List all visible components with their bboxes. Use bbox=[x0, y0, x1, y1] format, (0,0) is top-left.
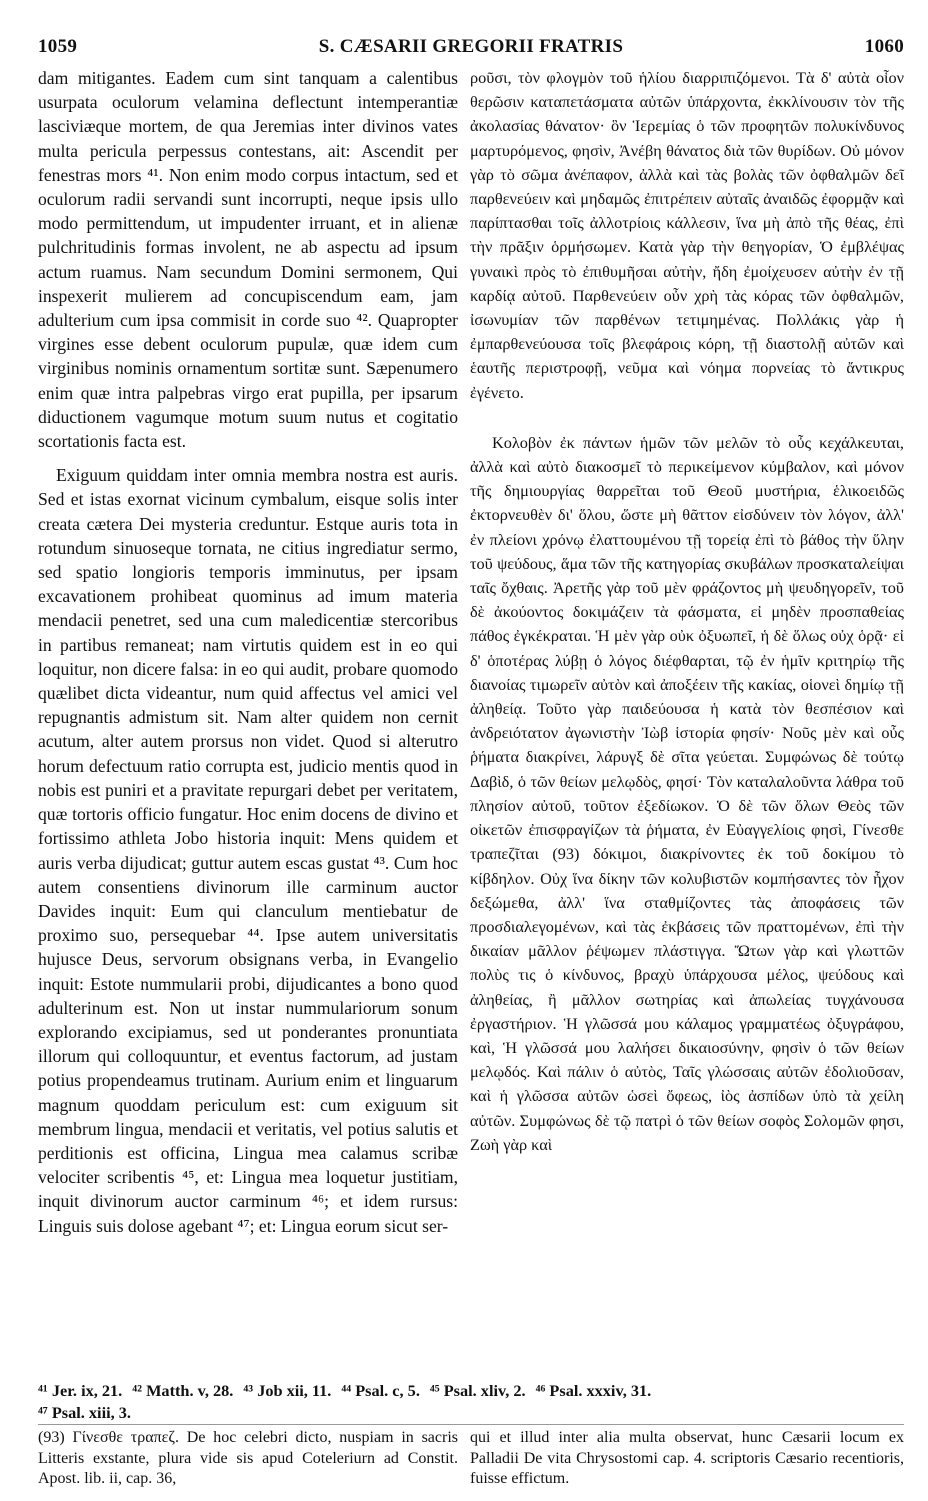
footnote-42: ⁴² Matth. v, 28. bbox=[132, 1381, 234, 1400]
footnote-43: ⁴³ Job xii, 11. bbox=[243, 1381, 332, 1400]
footnote-46: ⁴⁶ Psal. xxxiv, 31. bbox=[535, 1381, 652, 1400]
footnote-44: ⁴⁴ Psal. c, 5. bbox=[341, 1381, 420, 1400]
latin-column bbox=[38, 66, 458, 1238]
page-number-left: 1059 bbox=[38, 36, 78, 57]
commentary-left: (93) Γίνεσθε τραπεζ. De hoc celebri dicto, nuspiam in sacris Litteris exstante, plura vide sis apud Coteleriurn ad Constit. Apost. lib. ii, cap. 36, bbox=[38, 1429, 458, 1487]
commentary-right: qui et illud inter alia multa observat, hunc Cæsarii locum ex Palladii De vita Chrysostomi cap. 4. scriptoris Cæsario recentioris, fuisse effictum. bbox=[470, 1429, 904, 1487]
greek-paragraph-2: Κολοβὸν ἐκ πάντων ἡμῶν τῶν μελῶν τὸ οὖς κεχάλκευται, ἀλλὰ καὶ αὐτὸ διακοσμεῖ τὸ περικείμενον κύμβαλον, καὶ μόνον τῆς δημιουργίας θαρρεῖται τοῦ Θεοῦ μυστήρια, ἑλικοειδῶς ἐκτορνευθὲν δι' ὅλου, ὥστε μὴ θᾶττον εἰσδύνειν τὸν λόγον, ἀλλ' ἐν πλείονι χρόνῳ ἐλαττουμένου τῇ τορείᾳ ἐπὶ τὸ βάθος τὴν ὕλην τοῦ ψεύδους, ἅμα τῶν τῆς κατηγορίας σκυβάλων προσκαταλείψαι ταῖς ὄχθαις. Ἀρετῆς γὰρ τοῦ μὲν φράζοντος μὴ ψευδηγορεῖν, τοῦ δὲ ἀκούοντος δοκιμάζειν τὰ φάσματα, εἰ μηδὲν προσπαθείας πάθος ἐγκέκραται. Ἡ μὲν γὰρ οὐκ ὀξυωπεῖ, ἡ δὲ ὅλως οὐχ ὁρᾷ· εἰ δ' ὁποτέρας λύβῃ ὁ λόγος διέφθαρται, τῷ ἐν ἡμῖν κριτηρίῳ τῆς διανοίας τιμωρεῖν αὐτὸν καὶ ἀποξέειν τῆς κακίας, οἱονεὶ δημίῳ τῇ ἀληθείᾳ. Τοῦτο γὰρ παιδεύουσα ἡ κατὰ τὸν θεσπέσιον καὶ ἀνδρειότατον ἀγωνιστὴν Ἰὼβ ἱστορία φησίν· Νοῦς μὲν καὶ οὖς ῥήματα διακρίνει, λάρυγξ δὲ σῖτα γεύεται. Συμφώνως δὲ τούτῳ Δαβὶδ, ὁ τῶν θείων μελῳδὸς, φησί· Τὸν καταλαλοῦντα λάθρα τοῦ πλησίον αὐτοῦ, τοῦτον ἐξεδίωκον. Ὁ δὲ τῶν ὅλων Θεὸς τῶν οἰκετῶν ἐπισφραγίζων τὰ ῥήματα, ἐν Εὐαγγελίοις φησὶ, Γίνεσθε τραπεζῖται (93) δόκιμοι, διακρίνοντες ἐκ τοῦ δοκίμου τὸ κίβδηλον. Οὐχ ἵνα δίκην τῶν κολυβιστῶν κομπήσαντες τὸν ἦχον δεξώμεθα, ἀλλ' ἵνα σταθμίζοντες τὰς ἀποφάσεις τῶν προσδιαλεγομένων, καὶ τὰς ἐκβάσεις τῶν πραττομένων, ἐπὶ τὴν δικαίαν μᾶλλον ῥέψωμεν πλάστιγγα. Ὤτων γὰρ καὶ γλωττῶν πολὺς τις ὁ κίνδυνος, βραχὺ ὑπάρχουσα μέλος, ψεύδους καὶ ἀληθείας, ἢ μᾶλλον σωτηρίας καὶ ἀπωλείας τυγχάνουσα ἐργαστήριον. Ἡ γλῶσσά μου κάλαμος γραμματέως ὀξυγράφου, καὶ, Ἡ γλῶσσά μου λαλήσει δικαιοσύνην, φησὶν ὁ τῶν θείων μελῳδός. Καὶ πάλιν ὁ αὐτὸς, Ταῖς γλώσσαις αὐτῶν ἐδολιοῦσαν, καὶ ἡ γλῶσσα αὐτῶν ὡσεὶ ὄφεως, ἰὸς ἀσπίδων ὑπὸ τὰ χείλη αὐτῶν. Συμφώνως δὲ τῷ πατρὶ ὁ τῶν θείων σοφὸς Σολομῶν φησι, Ζωὴ γὰρ καὶ bbox=[470, 432, 904, 1154]
footnote-47: ⁴⁷ Psal. xiii, 3. bbox=[38, 1403, 131, 1422]
running-header bbox=[38, 34, 904, 62]
greek-column bbox=[470, 66, 904, 1157]
latin-paragraph-1: dam mitigantes. Eadem cum sint tanquam a calentibus usurpata oculorum velamina deflectunt intemperantiæ lasciviæque mortem, de qua Jeremias inter divinos vates multa pericula perpessus contestans, ait: Ascendit per fenestras mors ⁴¹. Non enim modo corpus intactum, sed et oculorum radii servandi sunt incorrupti, neque ipsis ullo modo permittendum, ut impudenter irruant, et in alienæ pulchritudinis formas involent, ne ab aspectu ad ipsum actum ruamus. Nam secundum Domini sermonem, Qui inspexerit mulierem ad concupiscendum eam, jam adulterium cum ipsa commisit in corde suo ⁴². Quapropter virgines esse debent oculorum pupulæ, quæ idem cum virginibus nominis ornamentum sortitæ sunt. Sæpenumero enim quæ intra palpebras virgo erat pupilla, per ipsarum diductionem vagumque motum suum nutus et cogitatio scortationis facta est. bbox=[38, 68, 458, 452]
greek-paragraph-1: ροῦσι, τὸν φλογμὸν τοῦ ἡλίου διαρριπιζόμενοι. Τὰ δ' αὐτὰ οἷον θερῶσιν καταπετάσματα αὐτῶν ὑπάρχοντα, ἐκκλίνουσιν τὸν τῆς ἀκολασίας θάνατον· ὃν Ἱερεμίας ὁ τῶν προφητῶν πολυκίνδυνος μαρτυρόμενος, φησὶν, Ἀνέβη θάνατος διὰ τῶν θυρίδων. Οὐ μόνον γὰρ τὸ σῶμα ἀνέπαφον, ἀλλὰ καὶ τὰς βολὰς τῶν ὀφθαλμῶν δεῖ παρθενεύειν καὶ μηδαμῶς ἐπιτρέπειν αὐταῖς ἀναιδῶς ἐφορμᾷν καὶ παρίπτασθαι τοῖς ἀλλοτρίοις κάλλεσιν, ἵνα μὴ ἀπὸ τῆς θέας, ἐπὶ τὴν πρᾶξιν ὁρμήσωμεν. Κατὰ γὰρ τὴν θεηγορίαν, Ὁ ἐμβλέψας γυναικὶ πρὸς τὸ ἐπιθυμῆσαι αὐτὴν, ἤδη ἐμοίχευσεν αὐτὴν ἐν τῇ καρδίᾳ αὐτοῦ. Παρθενεύειν οὖν χρὴ τὰς κόρας τῶν ὀφθαλμῶν, ἰσωνυμίαν τῶν παρθένων τετιμημένας. Πολλάκις γὰρ ἡ ἐμπαρθενεύουσα τοῖς βλεφάροις κόρη, τῇ διαστολῇ αὐτῶν καὶ ἑαυτῆς περιστροφῇ, νεῦμα καὶ νόημα πορνείας τὸ ἄντικρυς ἐγένετο. bbox=[470, 68, 904, 402]
latin-paragraph-2: Exiguum quiddam inter omnia membra nostra est auris. Sed et istas exornat vicinum cymbalum, eisque solis inter creata cætera Dei mysteria creduntur. Estque auris tota in rotundum sinuoseque tornata, ne citius ingrediatur sermo, sed spatio longioris temporis imminutus, per ipsam excavationem prohibeat quominus ad imum materia mendacii penetret, sed una cum maledicentiæ stercoribus in partibus remaneat; nam virtutis quidem est in eo qui loquitur, non dicere falsa: in eo qui audit, probare quomodo quælibet dicta videantur, num quid affectus vel amici vel repugnantis admistum sit. Nam alter quidem non cernit acutum, alter autem prorsus non videt. Quod si alterutro horum defectuum ratio corrupta est, judicio mentis quod in nobis est puniri et a pravitate repurgari debet per veritatem, quæ tortoris officio fungatur. Hoc enim docens de divino et fortissimo athleta Jobo historia inquit: Mens quidem et auris verba dijudicat; guttur autem escas gustat ⁴³. Cum hoc autem consentiens divinorum ille carminum auctor Davides inquit: Eum qui clanculum mentiebatur de proximo suo, persequebar ⁴⁴. Ipse autem universitatis hujusce Deus, servorum obsignans verba, in Evangelio inquit: Estote nummularii probi, dijudicantes a bono quod adulterinum est. Non ut instar nummulariorum sonum explorando excipiamus, sed ut ponderantes pronuntiata illorum qui colloquuntur, et eventus factorum, ad justam potius propendeamus trutinam. Aurium enim et linguarum magnum quoddam periculum est: cum exiguum sit membrum lingua, mendacii et veritatis, vel potius salutis et perditionis est officina, Lingua mea calamus scribæ velociter scribentis ⁴⁵, et: Lingua mea loquetur justitiam, inquit divinorum auctor carminum ⁴⁶; et idem rursus: Linguis suis dolose agebant ⁴⁷; et: Lingua eorum sicut ser- bbox=[38, 465, 458, 1236]
footnotes bbox=[38, 1380, 904, 1424]
footnote-45: ⁴⁵ Psal. xliv, 2. bbox=[429, 1381, 526, 1400]
footnote-41: ⁴¹ Jer. ix, 21. bbox=[38, 1381, 123, 1400]
page-number-right: 1060 bbox=[864, 36, 904, 57]
running-title: S. CÆSARII GREGORII FRATRIS bbox=[318, 36, 624, 57]
footnote-divider bbox=[38, 1424, 904, 1425]
